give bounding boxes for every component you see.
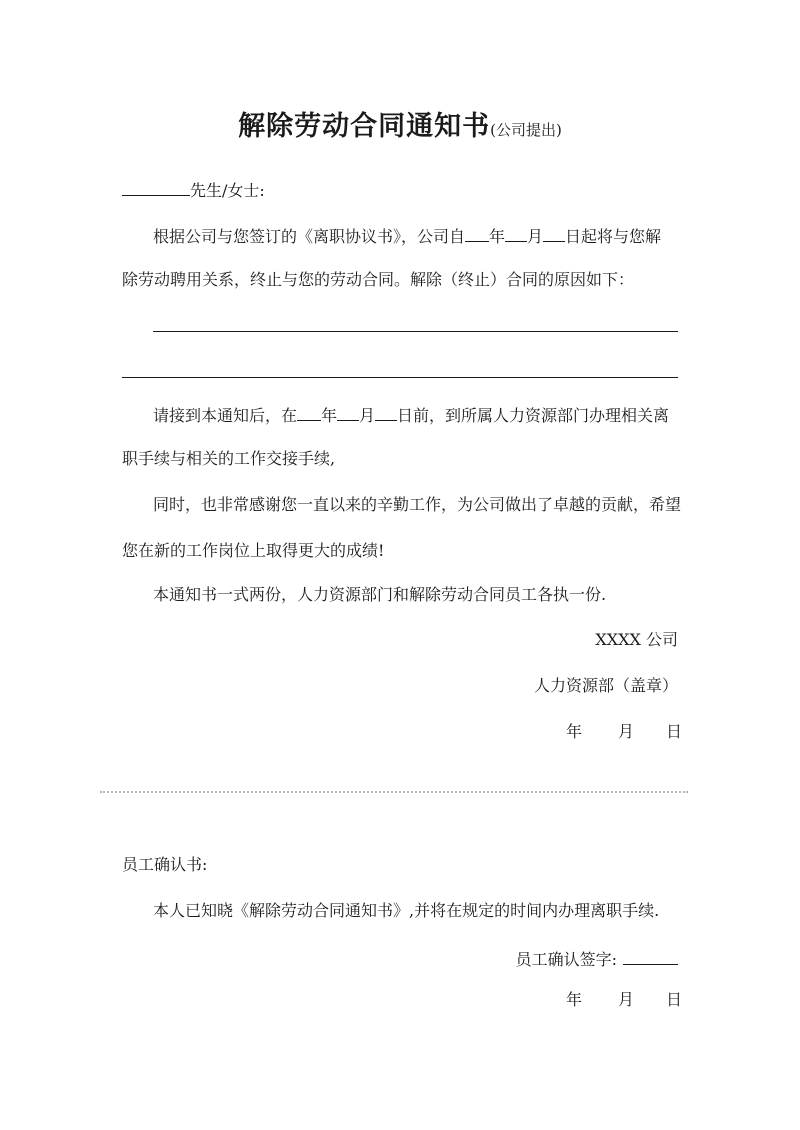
paragraph2-line1 bbox=[153, 403, 669, 426]
salutation-text: 先生/女士: bbox=[190, 181, 265, 200]
company-name: XXXX 公司 bbox=[595, 630, 678, 649]
paragraph1-text-a: 根据公司与您签订的《离职协议书》，公司自 bbox=[153, 227, 466, 246]
date-month: 月 bbox=[618, 990, 635, 1009]
department-seal: 人力资源部（盖章） bbox=[533, 676, 678, 695]
signature-date bbox=[566, 722, 682, 742]
date-day: 日 bbox=[666, 722, 683, 741]
date-month: 月 bbox=[618, 722, 635, 741]
paragraph1-line2: 除劳动聘用关系，终止与您的劳动合同。解除（终止）合同的原因如下： bbox=[122, 270, 635, 289]
date-year: 年 bbox=[566, 990, 583, 1009]
page-title bbox=[0, 104, 800, 143]
employee-signature bbox=[516, 947, 678, 970]
paragraph2-text-b: 日前，到所属人力资源部门办理相关离 bbox=[397, 406, 670, 425]
month-label: 月 bbox=[527, 227, 544, 246]
confirmation-date bbox=[566, 990, 682, 1010]
deadline-day-blank bbox=[375, 403, 397, 421]
confirmation-body: 本人已知晓《解除劳动合同通知书》,并将在规定的时间内办理离职手续. bbox=[153, 901, 660, 920]
paragraph2-text-a: 请接到本通知后，在 bbox=[153, 406, 298, 425]
title-main: 解除劳动合同通知书 bbox=[238, 111, 491, 142]
year-label: 年 bbox=[489, 227, 506, 246]
month-label: 月 bbox=[359, 406, 376, 425]
reason-line-2 bbox=[122, 377, 678, 378]
title-subtitle: (公司提出) bbox=[490, 121, 562, 139]
deadline-year-blank bbox=[297, 403, 321, 421]
deadline-month-blank bbox=[337, 403, 359, 421]
section-divider bbox=[100, 791, 688, 793]
paragraph3-line1: 同时，也非常感谢您一直以来的辛勤工作，为公司做出了卓越的贡献，希望 bbox=[153, 495, 682, 514]
reason-line-1 bbox=[153, 331, 678, 332]
signature-label: 员工确认签字: bbox=[515, 950, 617, 969]
year-label: 年 bbox=[321, 406, 338, 425]
paragraph1-line1 bbox=[153, 224, 661, 247]
paragraph3-line2: 您在新的工作岗位上取得更大的成绩! bbox=[122, 541, 385, 560]
start-year-blank bbox=[465, 224, 489, 242]
paragraph2-line2: 职手续与相关的工作交接手续, bbox=[122, 449, 336, 468]
name-blank bbox=[122, 178, 190, 196]
signature-blank bbox=[623, 947, 678, 965]
confirmation-heading: 员工确认书: bbox=[122, 855, 208, 874]
start-month-blank bbox=[505, 224, 527, 242]
start-day-blank bbox=[543, 224, 565, 242]
paragraph4: 本通知书一式两份，人力资源部门和解除劳动合同员工各执一份. bbox=[153, 585, 607, 604]
date-year: 年 bbox=[566, 722, 583, 741]
salutation bbox=[122, 178, 265, 201]
paragraph1-text-b: 日起将与您解 bbox=[565, 227, 662, 246]
date-day: 日 bbox=[666, 990, 683, 1009]
